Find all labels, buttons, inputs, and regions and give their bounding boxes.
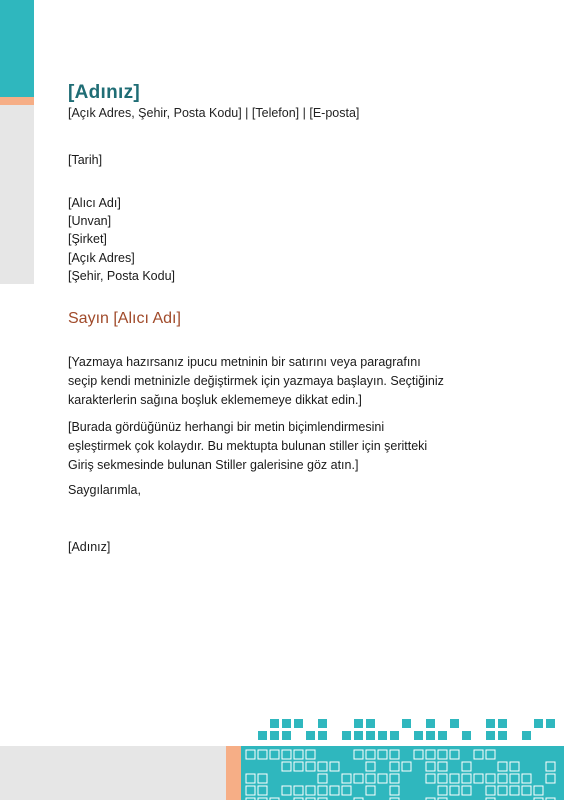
mosaic-pixel: [426, 719, 435, 728]
signature-name: [Adınız]: [68, 540, 111, 554]
bottom-teal-band: [241, 746, 564, 800]
recipient-company: [Şirket]: [68, 232, 107, 247]
mosaic-pixel: [270, 731, 279, 740]
recipient-address: [Açık Adres]: [68, 250, 135, 265]
mosaic-pixel: [282, 719, 291, 728]
mosaic-pixel: [342, 731, 351, 740]
mosaic-pixel: [546, 719, 555, 728]
mosaic-pixel: [282, 731, 291, 740]
mosaic-pixel: [534, 719, 543, 728]
mosaic-pixel: [462, 731, 471, 740]
sender-name-heading: [Adınız]: [68, 82, 141, 103]
mosaic-pixel: [414, 731, 423, 740]
mosaic-pixel: [438, 731, 447, 740]
bottom-orange-stripe: [226, 746, 241, 800]
mosaic-pixel: [390, 731, 399, 740]
mosaic-pixel: [294, 719, 303, 728]
recipient-name: [Alıcı Adı]: [68, 196, 121, 210]
body-paragraph-1: [Yazmaya hazırsanız ipucu metninin bir satırını veya paragrafını seçip kendi metninizle değiştirmek için yazmaya başlayın. Seçtiğiniz karakterlerin sağına boşluk eklememeye dikkat edin.]: [68, 355, 444, 407]
mosaic-pixel: [450, 719, 459, 728]
mosaic-pixel: [354, 731, 363, 740]
mosaic-pixel: [354, 719, 363, 728]
sender-contact-line: [Açık Adres, Şehir, Posta Kodu] | [Telefon] | [E-posta]: [68, 106, 360, 120]
mosaic-pixel: [402, 719, 411, 728]
mosaic-pixel: [366, 719, 375, 728]
recipient-city: [Şehir, Posta Kodu]: [68, 268, 176, 283]
mosaic-pixel: [366, 731, 375, 740]
mosaic-pixel: [270, 719, 279, 728]
letter-date: [Tarih]: [68, 153, 103, 167]
mosaic-pixel: [486, 731, 495, 740]
mosaic-pixel: [258, 731, 267, 740]
mosaic-pixel: [378, 731, 387, 740]
mosaic-pixel: [522, 731, 531, 740]
mosaic-pixel: [306, 731, 315, 740]
mosaic-pixel: [498, 719, 507, 728]
mosaic-pixel: [318, 719, 327, 728]
recipient-block: [68, 194, 175, 285]
mosaic-pixel: [498, 731, 507, 740]
salutation: Sayın [Alıcı Adı]: [68, 310, 181, 327]
bottom-gray-band: [0, 746, 226, 800]
mosaic-pixel: [318, 731, 327, 740]
mosaic-pixel: [426, 731, 435, 740]
recipient-title: [Unvan]: [68, 214, 112, 229]
closing: Saygılarımla,: [68, 483, 141, 497]
body-paragraph-2: [Burada gördüğünüz herhangi bir metin biçimlendirmesini eşleştirmek çok kolaydır. Bu mektupta bulunan stiller için şeritteki Giriş sekmesinde bulunan Stiller galerisine göz atın.]: [68, 420, 428, 472]
mosaic-pixel: [486, 719, 495, 728]
left-teal-bar: [0, 0, 34, 97]
left-orange-stripe: [0, 97, 34, 105]
left-gray-bar: [0, 105, 34, 284]
